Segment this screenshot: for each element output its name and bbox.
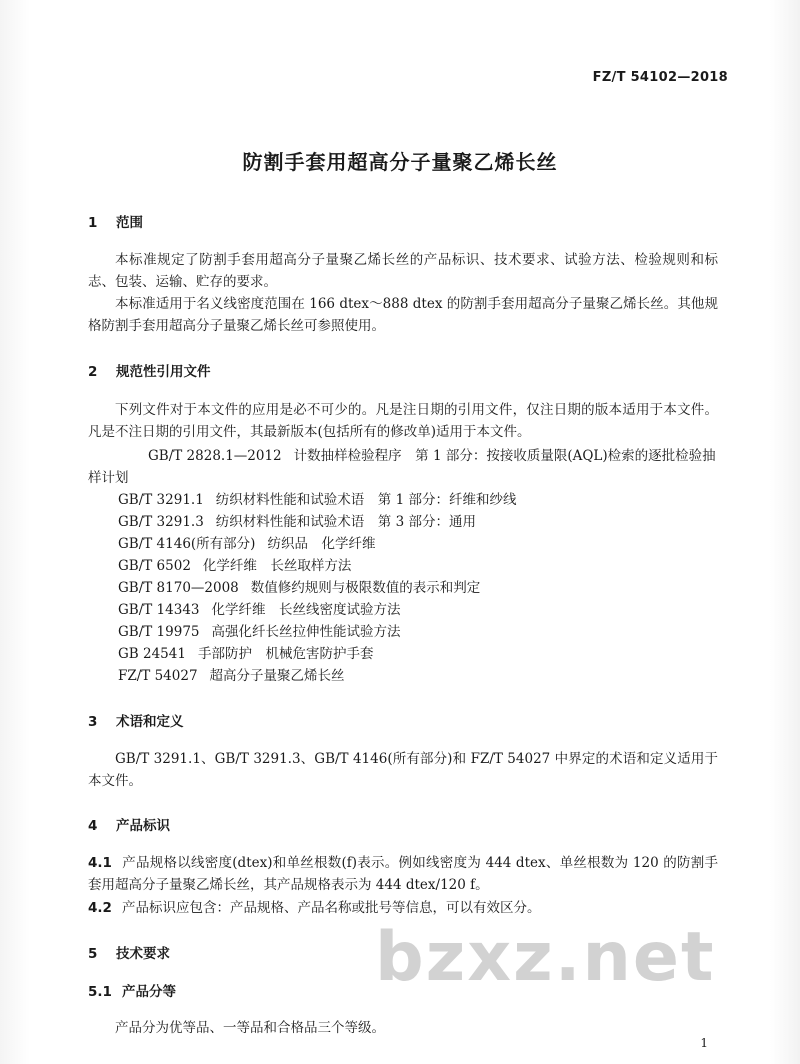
reference-item bbox=[118, 665, 718, 687]
section-number: 2 bbox=[88, 364, 98, 380]
reference-item bbox=[118, 577, 718, 599]
section-title: 术语和定义 bbox=[116, 714, 184, 730]
section-3-para: GB/T 3291.1、GB/T 3291.3、GB/T 4146(所有部分)和 FZ/T 54027 中界定的术语和定义适用于本文件。 bbox=[88, 751, 718, 789]
reference-code: GB/T 8170—2008 bbox=[118, 580, 239, 596]
reference-item bbox=[118, 489, 718, 511]
section-number: 1 bbox=[88, 215, 98, 231]
standard-code: FZ/T 54102—2018 bbox=[592, 70, 728, 85]
section-number: 4 bbox=[88, 818, 98, 834]
section-4-heading bbox=[88, 814, 170, 834]
clause-text: 产品标识应包含：产品规格、产品名称或批号等信息，可以有效区分。 bbox=[122, 900, 541, 916]
clause-number: 4.2 bbox=[88, 900, 112, 916]
reference-code: GB 24541 bbox=[118, 646, 186, 662]
subsection-number: 5.1 bbox=[88, 984, 112, 1000]
reference-code: GB/T 3291.3 bbox=[118, 514, 204, 530]
subsection-5-1-para: 产品分为优等品、一等品和合格品三个等级。 bbox=[115, 1020, 385, 1036]
section-number: 5 bbox=[88, 946, 98, 962]
site-watermark: bzxz.net bbox=[375, 918, 716, 997]
reference-title: 数值修约规则与极限数值的表示和判定 bbox=[250, 580, 481, 596]
reference-title: 高强化纤长丝拉伸性能试验方法 bbox=[211, 624, 401, 640]
reference-item bbox=[118, 555, 718, 577]
reference-item bbox=[118, 599, 718, 621]
clause-number: 4.1 bbox=[88, 855, 112, 871]
reference-title: 纺织材料性能和试验术语 第 1 部分：纤维和纱线 bbox=[215, 492, 517, 508]
reference-item bbox=[118, 643, 718, 665]
section-title: 产品标识 bbox=[116, 818, 170, 834]
reference-code: GB/T 4146(所有部分) bbox=[118, 536, 256, 552]
section-2-intro: 下列文件对于本文件的应用是必不可少的。凡是注日期的引用文件，仅注日期的版本适用于本文件。凡是不注日期的引用文件，其最新版本(包括所有的修改单)适用于本文件。 bbox=[88, 402, 718, 440]
reference-title: 纺织品 化学纤维 bbox=[267, 536, 376, 552]
section-5-heading bbox=[88, 942, 170, 962]
reference-item bbox=[118, 533, 718, 555]
subsection-title: 产品分等 bbox=[122, 984, 176, 1000]
reference-code: GB/T 6502 bbox=[118, 558, 191, 574]
clause-text: 产品规格以线密度(dtex)和单丝根数(f)表示。例如线密度为 444 dtex、单丝根数为 120 的防割手套用超高分子量聚乙烯长丝，其产品规格表示为 444 dtex/120 f。 bbox=[88, 855, 718, 893]
reference-code: FZ/T 54027 bbox=[118, 668, 198, 684]
reference-item bbox=[118, 621, 718, 643]
section-title: 技术要求 bbox=[116, 946, 170, 962]
reference-code: GB/T 2828.1—2012 bbox=[148, 448, 282, 464]
section-3-heading bbox=[88, 710, 184, 730]
section-title: 规范性引用文件 bbox=[116, 364, 211, 380]
reference-code: GB/T 3291.1 bbox=[118, 492, 204, 508]
reference-title: 超高分子量聚乙烯长丝 bbox=[209, 668, 345, 684]
reference-title: 计数抽样检验程序 第 1 部分：按接收质量限(AQL)检索的逐批检验抽样计划 bbox=[88, 448, 716, 486]
reference-title: 手部防护 机械危害防护手套 bbox=[197, 646, 374, 662]
page-number: 1 bbox=[700, 1036, 708, 1050]
section-title: 范围 bbox=[116, 215, 143, 231]
document-title: 防割手套用超高分子量聚乙烯长丝 bbox=[242, 150, 558, 174]
reference-item bbox=[118, 511, 718, 533]
reference-code: GB/T 14343 bbox=[118, 602, 200, 618]
clause-4-2 bbox=[88, 897, 718, 919]
reference-title: 化学纤维 长丝线密度试验方法 bbox=[211, 602, 401, 618]
section-2-heading bbox=[88, 360, 211, 380]
subsection-5-1-heading bbox=[88, 980, 176, 1000]
section-1-heading bbox=[88, 211, 143, 231]
reference-code: GB/T 19975 bbox=[118, 624, 200, 640]
reference-item bbox=[88, 445, 718, 489]
clause-4-1 bbox=[88, 852, 718, 896]
section-1-para-1: 本标准规定了防割手套用超高分子量聚乙烯长丝的产品标识、技术要求、试验方法、检验规则和标志、包装、运输、贮存的要求。 bbox=[88, 252, 718, 290]
reference-title: 纺织材料性能和试验术语 第 3 部分：通用 bbox=[215, 514, 476, 530]
reference-title: 化学纤维 长丝取样方法 bbox=[202, 558, 352, 574]
section-1-para-2: 本标准适用于名义线密度范围在 166 dtex～888 dtex 的防割手套用超高分子量聚乙烯长丝。其他规格防割手套用超高分子量聚乙烯长丝可参照使用。 bbox=[88, 296, 718, 334]
section-number: 3 bbox=[88, 714, 98, 730]
